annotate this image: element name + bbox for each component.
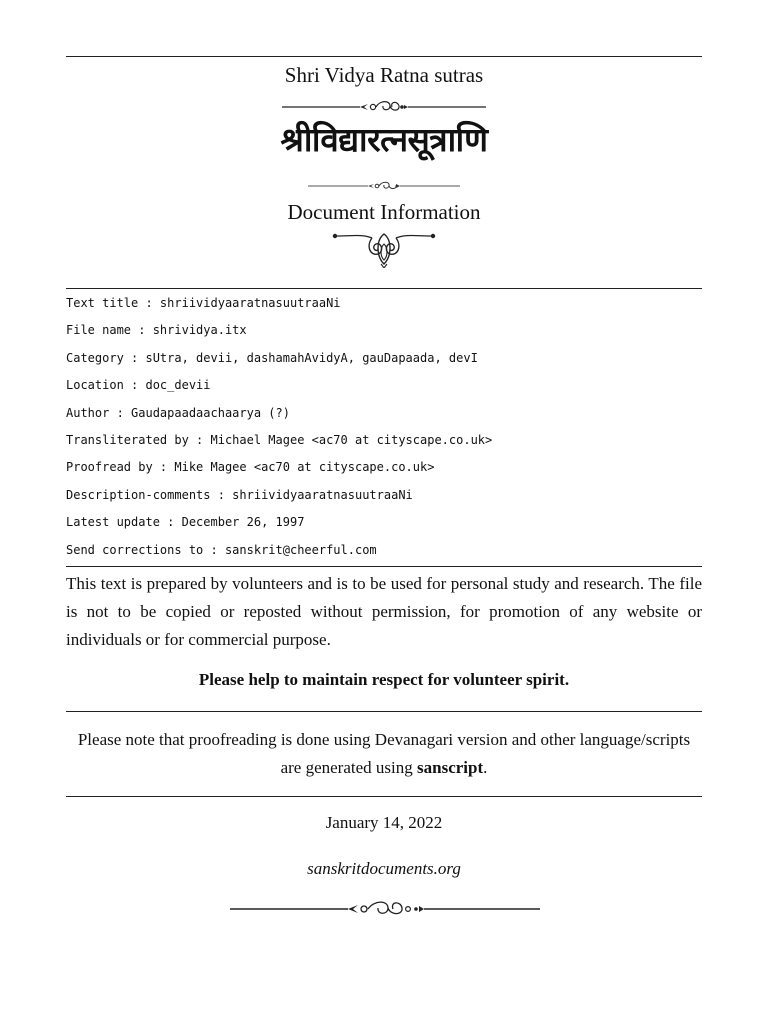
metadata-list bbox=[66, 290, 702, 564]
metadata-description: Description-comments : shriividyaaratnasuutraaNi bbox=[66, 487, 413, 502]
metadata-send-corrections: Send corrections to : sanskrit@cheerful.com bbox=[66, 542, 377, 557]
metadata-top-rule bbox=[66, 288, 702, 289]
metadata-latest-update: Latest update : December 26, 1997 bbox=[66, 515, 305, 530]
metadata-proofread-by: Proofread by : Mike Magee <ac70 at cityscape.co.uk> bbox=[66, 460, 435, 475]
flourish-ornament-icon bbox=[332, 226, 436, 268]
metadata-file-name: File name : shrividya.itx bbox=[66, 323, 247, 338]
note-bottom-rule bbox=[66, 796, 702, 797]
metadata-transliterated-by: Transliterated by : Michael Magee <ac70 at cityscape.co.uk> bbox=[66, 432, 493, 447]
proofreading-note bbox=[66, 726, 702, 782]
proofreading-text: Please note that proofreading is done using Devanagari version and other language/scripts are generated using bbox=[77, 730, 691, 777]
volunteer-notice: This text is prepared by volunteers and is to be used for personal study and research. The file is not to be copied or reposted without permission, for promotion of any website or individuals or for commercial purpose. bbox=[66, 574, 702, 649]
top-rule bbox=[66, 56, 702, 57]
notice-bottom-rule bbox=[66, 711, 702, 712]
respect-message: Please help to maintain respect for volunteer spirit. bbox=[198, 670, 570, 689]
metadata-bottom-rule bbox=[66, 566, 702, 567]
sanscript-term: sanscript bbox=[417, 758, 484, 777]
ornament-divider-icon bbox=[280, 98, 488, 116]
title-english: Shri Vidya Ratna sutras bbox=[284, 63, 484, 87]
ornament-divider-icon bbox=[306, 179, 462, 193]
ornament-divider-icon bbox=[228, 899, 542, 919]
site-name: sanskritdocuments.org bbox=[307, 859, 461, 878]
metadata-category: Category : sUtra, devii, dashamahAvidyA, gauDapaada, devI bbox=[66, 350, 478, 365]
metadata-text-title: Text title : shriividyaaratnasuutraaNi bbox=[66, 296, 341, 310]
title-sanskrit: श्रीविद्यारत्नसूत्राणि bbox=[280, 120, 488, 159]
metadata-location: Location : doc_devii bbox=[66, 378, 211, 393]
document-date: January 14, 2022 bbox=[325, 813, 443, 832]
proofreading-period: . bbox=[483, 758, 488, 777]
section-heading: Document Information bbox=[287, 200, 481, 224]
metadata-author: Author : Gaudapaadaachaarya (?) bbox=[66, 405, 290, 420]
